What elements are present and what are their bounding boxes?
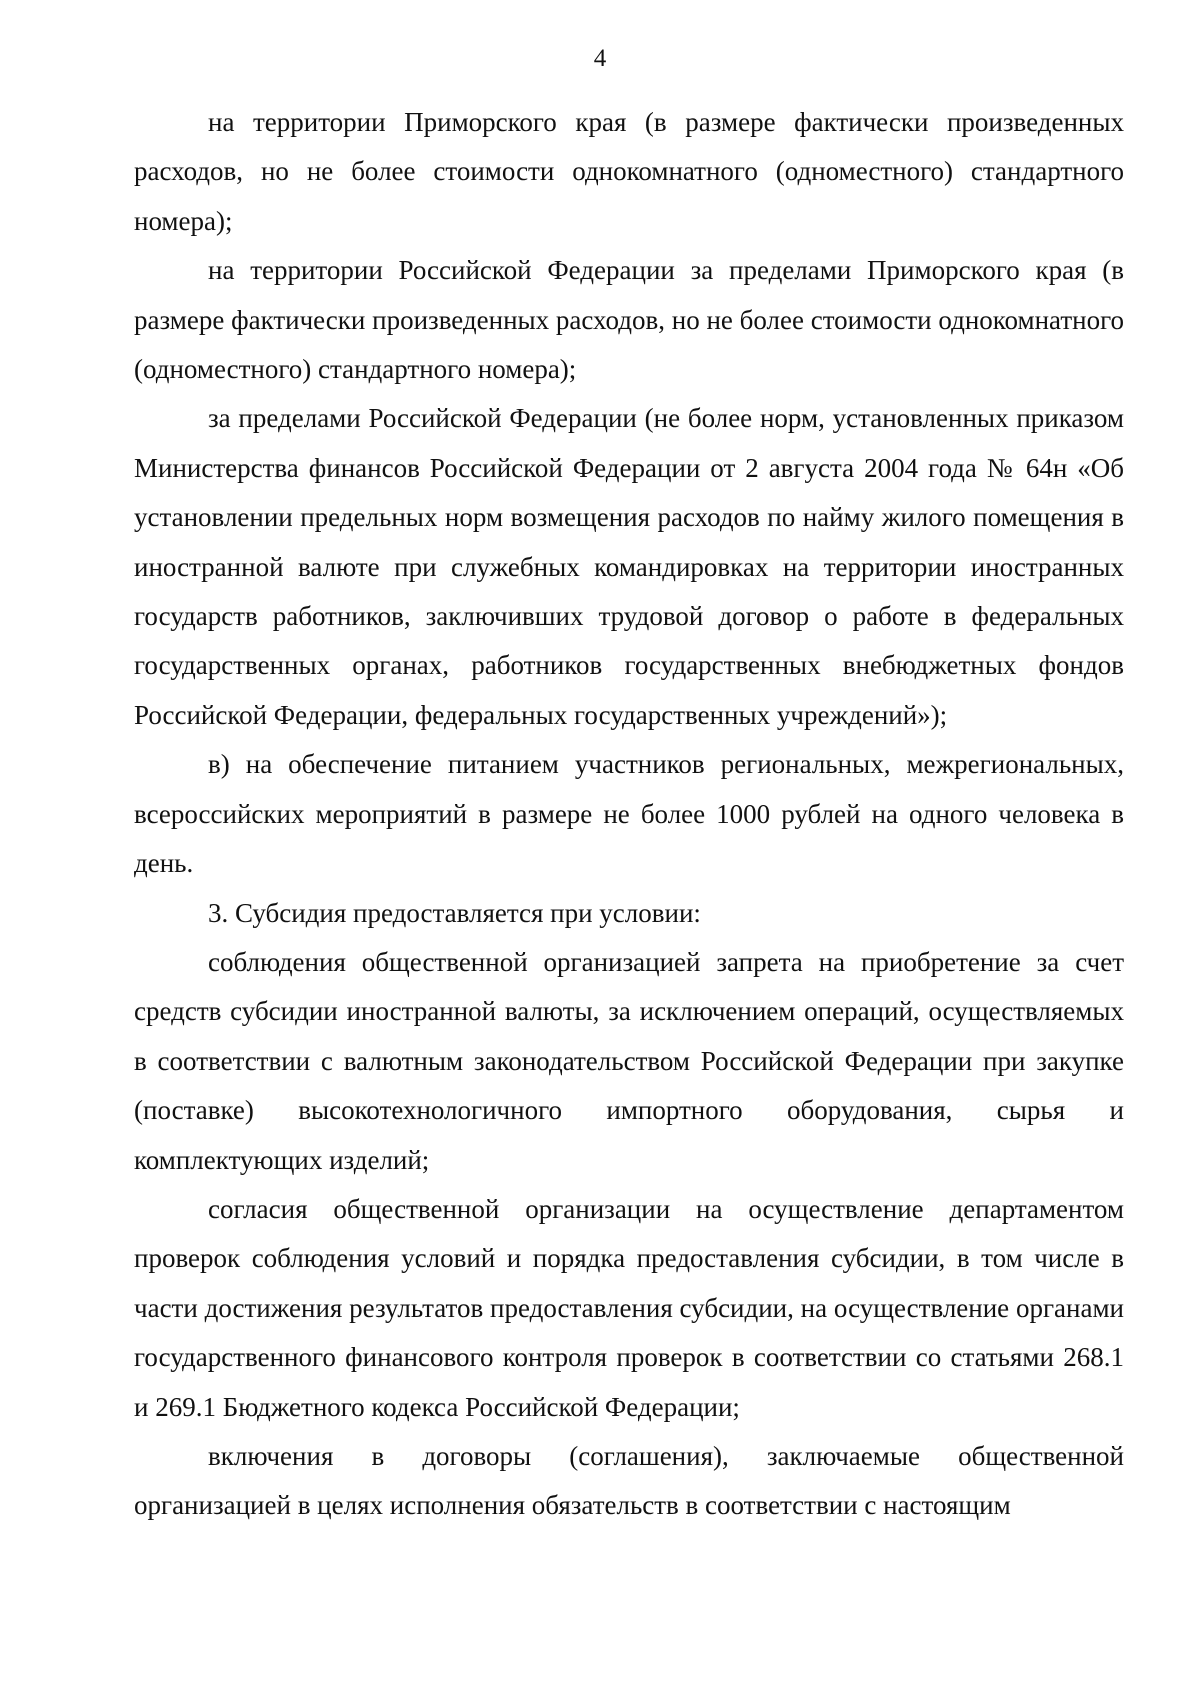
paragraph-russian-federation: на территории Российской Федерации за пределами Приморского края (в размере фактически произведенных расходов, но не более стоимости однокомнатного (одноместного) стандартного номера); [134,255,1124,385]
paragraph-food-provision: в) на обеспечение питанием участников региональных, межрегиональных, всероссийских мероприятий в размере не более 1000 рублей на одного человека в день. [134,749,1124,879]
paragraph-primorsky-krai: на территории Приморского края (в размере фактически произведенных расходов, но не более стоимости однокомнатного (одноместного) стандартного номера); [134,107,1124,236]
paragraph-contracts-inclusion: включения в договоры (соглашения), заключаемые общественной организацией в целях исполнения обязательств в соответствии с настоящим [134,1440,1124,1521]
paragraph-subsidy-conditions: 3. Субсидия предоставляется при условии: [208,897,701,928]
paragraph-currency-prohibition: соблюдения общественной организацией запрета на приобретение за счет средств субсидии иностранной валюты, за исключением операций, осуществляемых в соответствии с валютным законодательством Российской Федерации при закупке (поставке) высокотехнологичного импортного оборудования, сырья и комплектующих изделий; [134,946,1124,1175]
document-body [134,98,1124,1531]
paragraph-abroad: за пределами Российской Федерации (не более норм, установленных приказом Министерства финансов Российской Федерации от 2 августа 2004 года № 64н «Об установлении предельных норм возмещения расходов по найму жилого помещения в иностранной валюте при служебных командировках на территории иностранных государств работников, заключивших трудовой договор о работе в федеральных государственных органах, работников государственных внебюджетных фондов Российской Федерации, федеральных государственных учреждений»); [134,403,1124,730]
paragraph-inspection-consent: согласия общественной организации на осуществление департаментом проверок соблюдения условий и порядка предоставления субсидии, в том числе в части достижения результатов предоставления субсидии, на осуществление органами государственного финансового контроля проверок в соответствии со статьями 268.1 и 269.1 Бюджетного кодекса Российской Федерации; [134,1193,1124,1422]
page-number: 4 [593,45,607,72]
